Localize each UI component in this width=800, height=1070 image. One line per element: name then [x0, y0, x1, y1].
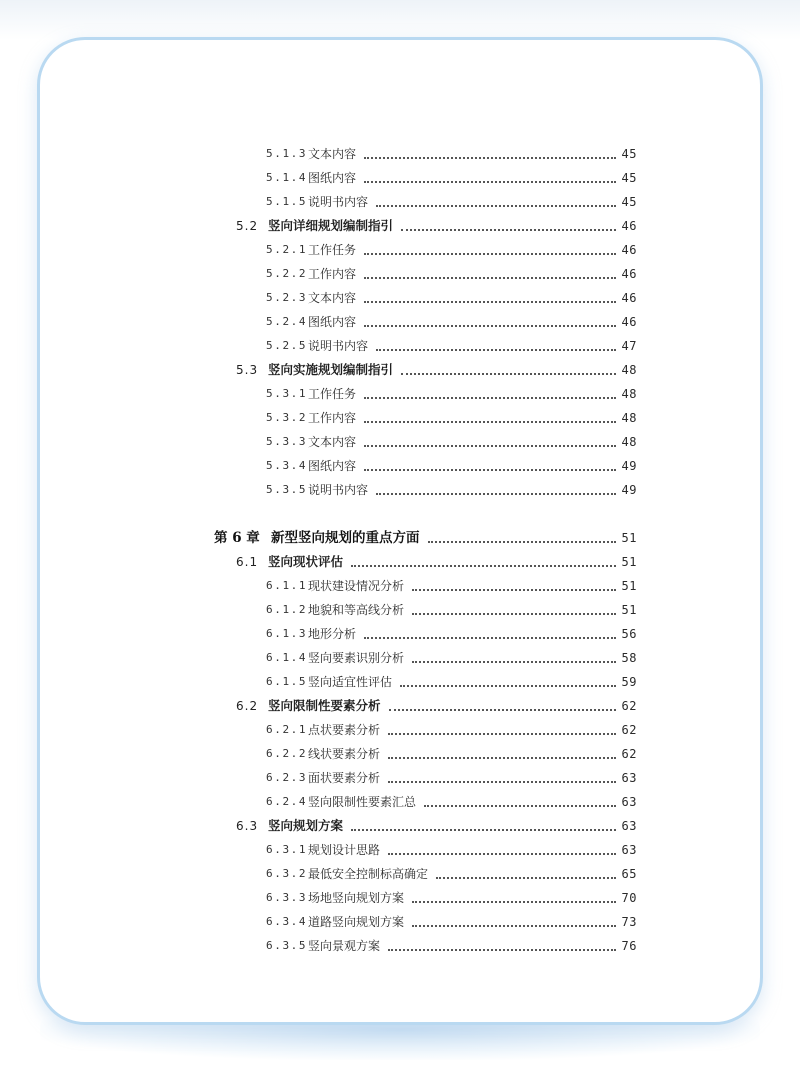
entry-number: 6.3.3: [266, 891, 308, 904]
entry-title: 现状建设情况分析: [308, 579, 405, 593]
dot-leader: [436, 877, 616, 879]
toc-section-entry[interactable]: [0, 214, 800, 238]
entry-number: 6.2.2: [266, 747, 308, 760]
entry-number: 6.3.4: [266, 915, 308, 928]
entry-page-number: 46: [621, 219, 637, 233]
entry-page-number: 62: [621, 747, 637, 761]
entry-number: 6.3.1: [266, 843, 308, 856]
dot-leader: [364, 157, 616, 159]
entry-number: 6.3.5: [266, 939, 308, 952]
toc-subsection-entry[interactable]: [0, 190, 800, 214]
entry-number: 6.1.3: [266, 627, 308, 640]
toc-section-entry[interactable]: [0, 814, 800, 838]
entry-number: 5.3.2: [266, 411, 308, 424]
entry-number: 6.1.1: [266, 579, 308, 592]
entry-title: 工作内容: [308, 267, 357, 281]
entry-number: 5.2.1: [266, 243, 308, 256]
entry-page-number: 56: [621, 627, 637, 641]
toc-subsection-entry[interactable]: [0, 238, 800, 262]
entry-number: 6.1.4: [266, 651, 308, 664]
entry-title: 说明书内容: [308, 483, 369, 497]
entry-number: 5.2.2: [266, 267, 308, 280]
entry-number: 6.1.2: [266, 603, 308, 616]
toc-subsection-entry[interactable]: [0, 334, 800, 358]
dot-leader: [388, 757, 616, 759]
dot-leader: [401, 373, 616, 375]
entry-title: 点状要素分析: [308, 723, 381, 737]
toc-subsection-entry[interactable]: [0, 718, 800, 742]
entry-number: 5.2.4: [266, 315, 308, 328]
toc-subsection-entry[interactable]: [0, 598, 800, 622]
toc-section-entry[interactable]: [0, 358, 800, 382]
dot-leader: [364, 301, 616, 303]
toc-subsection-entry[interactable]: [0, 406, 800, 430]
entry-page-number: 62: [621, 723, 637, 737]
dot-leader: [412, 901, 616, 903]
dot-leader: [351, 565, 616, 567]
entry-page-number: 49: [621, 483, 637, 497]
dot-leader: [364, 445, 616, 447]
toc-subsection-entry[interactable]: [0, 430, 800, 454]
entry-title: 场地竖向规划方案: [308, 891, 405, 905]
entry-page-number: 65: [621, 867, 637, 881]
toc-subsection-entry[interactable]: [0, 790, 800, 814]
toc-subsection-entry[interactable]: [0, 934, 800, 958]
entry-page-number: 76: [621, 939, 637, 953]
dot-leader: [364, 397, 616, 399]
dot-leader: [364, 253, 616, 255]
toc-subsection-entry[interactable]: [0, 838, 800, 862]
entry-page-number: 51: [621, 555, 637, 569]
entry-page-number: 73: [621, 915, 637, 929]
entry-title: 地貌和等高线分析: [308, 603, 405, 617]
entry-title: 竖向景观方案: [308, 939, 381, 953]
entry-page-number: 45: [621, 171, 637, 185]
entry-number: 5.1.4: [266, 171, 308, 184]
entry-title: 竖向限制性要素分析: [268, 698, 381, 713]
toc-subsection-entry[interactable]: [0, 286, 800, 310]
entry-title: 图纸内容: [308, 171, 357, 185]
toc-subsection-entry[interactable]: [0, 646, 800, 670]
entry-title: 竖向现状评估: [268, 554, 344, 569]
entry-number: 6.1: [236, 555, 259, 569]
toc-section-entry[interactable]: [0, 694, 800, 718]
toc-chapter-entry[interactable]: [0, 526, 800, 550]
entry-title: 竖向适宜性评估: [308, 675, 393, 689]
dot-leader: [412, 925, 616, 927]
entry-number: 5.3.3: [266, 435, 308, 448]
entry-title: 工作任务: [308, 387, 357, 401]
entry-page-number: 48: [621, 363, 637, 377]
entry-page-number: 46: [621, 315, 637, 329]
entry-number: 6.1.5: [266, 675, 308, 688]
toc-subsection-entry[interactable]: [0, 574, 800, 598]
entry-title: 地形分析: [308, 627, 357, 641]
toc-subsection-entry[interactable]: [0, 166, 800, 190]
toc-subsection-entry[interactable]: [0, 742, 800, 766]
dot-leader: [401, 229, 616, 231]
dot-leader: [376, 493, 616, 495]
entry-page-number: 70: [621, 891, 637, 905]
toc-subsection-entry[interactable]: [0, 454, 800, 478]
dot-leader: [364, 181, 616, 183]
dot-leader: [412, 613, 616, 615]
entry-page-number: 45: [621, 147, 637, 161]
entry-title: 工作任务: [308, 243, 357, 257]
entry-title: 规划设计思路: [308, 843, 381, 857]
entry-number: 5.1.5: [266, 195, 308, 208]
entry-title: 面状要素分析: [308, 771, 381, 785]
entry-page-number: 63: [621, 771, 637, 785]
entry-number: 5.3.1: [266, 387, 308, 400]
entry-title: 竖向限制性要素汇总: [308, 795, 417, 809]
dot-leader: [364, 637, 616, 639]
top-haze: [0, 0, 800, 40]
entry-number: 5.2: [236, 219, 259, 233]
entry-page-number: 48: [621, 435, 637, 449]
entry-page-number: 48: [621, 387, 637, 401]
toc-subsection-entry[interactable]: [0, 670, 800, 694]
entry-page-number: 47: [621, 339, 637, 353]
entry-number: 6.2.4: [266, 795, 308, 808]
entry-title: 线状要素分析: [308, 747, 381, 761]
entry-page-number: 48: [621, 411, 637, 425]
entry-title: 道路竖向规划方案: [308, 915, 405, 929]
entry-title: 图纸内容: [308, 459, 357, 473]
entry-title: 竖向实施规划编制指引: [268, 362, 394, 377]
entry-number: 6.2.1: [266, 723, 308, 736]
dot-leader: [351, 829, 616, 831]
entry-number: 第 6 章: [214, 530, 260, 546]
entry-page-number: 46: [621, 243, 637, 257]
entry-page-number: 63: [621, 819, 637, 833]
entry-title: 文本内容: [308, 291, 357, 305]
dot-leader: [364, 325, 616, 327]
toc-subsection-entry[interactable]: [0, 862, 800, 886]
toc-subsection-entry[interactable]: [0, 766, 800, 790]
entry-page-number: 51: [621, 579, 637, 593]
dot-leader: [376, 349, 616, 351]
entry-title: 工作内容: [308, 411, 357, 425]
entry-page-number: 51: [621, 531, 637, 545]
entry-page-number: 51: [621, 603, 637, 617]
toc-subsection-entry[interactable]: [0, 262, 800, 286]
dot-leader: [400, 685, 616, 687]
entry-page-number: 46: [621, 267, 637, 281]
toc-subsection-entry[interactable]: [0, 910, 800, 934]
toc-section-entry[interactable]: [0, 550, 800, 574]
dot-leader: [424, 805, 616, 807]
dot-leader: [388, 781, 616, 783]
entry-title: 竖向详细规划编制指引: [268, 218, 394, 233]
entry-title: 竖向要素识别分析: [308, 651, 405, 665]
dot-leader: [364, 277, 616, 279]
entry-number: 6.2.3: [266, 771, 308, 784]
entry-number: 6.2: [236, 699, 259, 713]
entry-page-number: 58: [621, 651, 637, 665]
toc-subsection-entry[interactable]: [0, 886, 800, 910]
entry-page-number: 63: [621, 843, 637, 857]
entry-title: 文本内容: [308, 435, 357, 449]
entry-page-number: 49: [621, 459, 637, 473]
entry-number: 6.3: [236, 819, 259, 833]
entry-page-number: 59: [621, 675, 637, 689]
entry-title: 最低安全控制标高确定: [308, 867, 429, 881]
toc-subsection-entry[interactable]: [0, 382, 800, 406]
entry-page-number: 63: [621, 795, 637, 809]
entry-title: 新型竖向规划的重点方面: [271, 530, 420, 546]
entry-number: 5.3.4: [266, 459, 308, 472]
dot-leader: [388, 853, 616, 855]
entry-number: 6.3.2: [266, 867, 308, 880]
toc-subsection-entry[interactable]: [0, 622, 800, 646]
toc-subsection-entry[interactable]: [0, 478, 800, 502]
toc-subsection-entry[interactable]: [0, 310, 800, 334]
entry-title: 竖向规划方案: [268, 818, 344, 833]
dot-leader: [364, 421, 616, 423]
dot-leader: [412, 589, 616, 591]
dot-leader: [389, 709, 616, 711]
dot-leader: [428, 541, 616, 543]
entry-title: 图纸内容: [308, 315, 357, 329]
entry-page-number: 45: [621, 195, 637, 209]
entry-number: 5.3.5: [266, 483, 308, 496]
dot-leader: [412, 661, 616, 663]
entry-number: 5.2.5: [266, 339, 308, 352]
dot-leader: [388, 733, 616, 735]
entry-title: 文本内容: [308, 147, 357, 161]
entry-title: 说明书内容: [308, 339, 369, 353]
dot-leader: [376, 205, 616, 207]
entry-page-number: 62: [621, 699, 637, 713]
toc-subsection-entry[interactable]: [0, 142, 800, 166]
entry-page-number: 46: [621, 291, 637, 305]
entry-title: 说明书内容: [308, 195, 369, 209]
dot-leader: [364, 469, 616, 471]
entry-number: 5.2.3: [266, 291, 308, 304]
dot-leader: [388, 949, 616, 951]
entry-number: 5.3: [236, 363, 259, 377]
entry-number: 5.1.3: [266, 147, 308, 160]
